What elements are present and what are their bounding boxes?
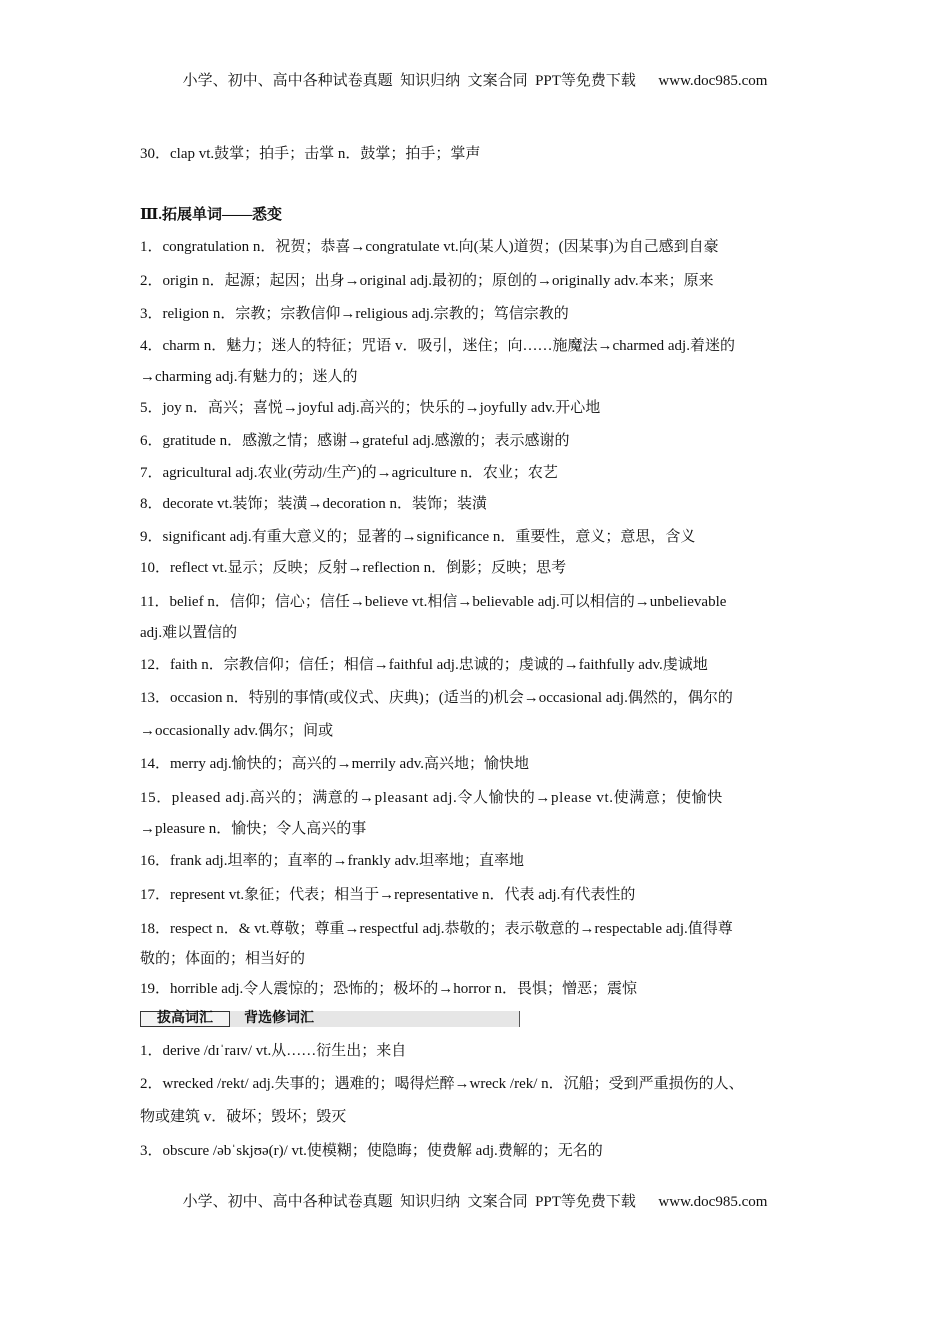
banner-label-left: 拔高词汇 (140, 1011, 230, 1027)
vocab-entry: 30．clap vt.鼓掌；拍手；击掌 n．鼓掌；拍手；掌声 (140, 146, 481, 162)
vocab-entry: 17．represent vt.象征；代表；相当于→representative n．代表 adj.有代表性的 (140, 887, 636, 903)
vocab-entry: 6．gratitude n．感激之情；感谢→grateful adj.感激的；表示感谢的 (140, 433, 570, 449)
vocab-entry: 5．joy n．高兴；喜悦→joyful adj.高兴的；快乐的→joyfully adv.开心地 (140, 400, 601, 416)
vocab-entry-continuation: →occasionally adv.偶尔；间或 (140, 723, 334, 739)
vocab-entry: 8．decorate vt.装饰；装潢→decoration n．装饰；装潢 (140, 496, 488, 512)
vocab-entry: 3．religion n．宗教；宗教信仰→religious adj.宗教的；笃信宗教的 (140, 306, 569, 322)
vocab-entry: 10．reflect vt.显示；反映；反射→reflection n．倒影；反映；思考 (140, 560, 567, 576)
vocab-entry: 1．congratulation n．祝贺；恭喜→congratulate vt.向(某人)道贺；(因某事)为自己感到自豪 (140, 239, 719, 255)
vocab-entry: 9．significant adj.有重大意义的；显著的→significance n．重要性，意义；意思，含义 (140, 529, 696, 545)
section-title: Ⅲ.拓展单词——悉变 (140, 207, 283, 223)
vocab-entry: 19．horrible adj.令人震惊的；恐怖的；极坏的→horror n．畏惧；憎恶；震惊 (140, 981, 638, 997)
vocab-entry-continuation: →pleasure n．愉快；令人高兴的事 (140, 821, 367, 837)
vocab-entry: 3．obscure /əbˈskjʊə(r)/ vt.使模糊；使隐晦；使费解 adj.费解的；无名的 (140, 1143, 603, 1159)
vocab-entry: 7．agricultural adj.农业(劳动/生产)的→agriculture n．农业；农艺 (140, 465, 558, 481)
vocab-entry: 11．belief n．信仰；信心；信任→believe vt.相信→believable adj.可以相信的→unbelievable (140, 594, 727, 610)
banner-label-right: 背选修词汇 (230, 1011, 519, 1027)
vocab-entry: 15．pleased adj.高兴的；满意的→pleasant adj.令人愉快的→please vt.使满意；使愉快 (140, 790, 723, 806)
vocab-entry: 1．derive /dɪˈraɪv/ vt.从……衍生出；来自 (140, 1043, 407, 1059)
vocab-entry: 2．wrecked /rekt/ adj.失事的；遇难的；喝得烂醉→wreck /rek/ n．沉船；受到严重损伤的人、 (140, 1076, 744, 1092)
vocab-entry: 16．frank adj.坦率的；直率的→frankly adv.坦率地；直率地 (140, 853, 524, 869)
section-banner (140, 1011, 520, 1027)
vocab-entry: 14．merry adj.愉快的；高兴的→merrily adv.高兴地；愉快地 (140, 756, 529, 772)
page-header: 小学、初中、高中各种试卷真题 知识归纳 文案合同 PPT等免费下载 www.doc985.com (182, 73, 768, 89)
vocab-entry: 13．occasion n．特别的事情(或仪式、庆典)；(适当的)机会→occasional adj.偶然的，偶尔的 (140, 690, 733, 706)
vocab-entry: 4．charm n．魅力；迷人的特征；咒语 v．吸引，迷住；向……施魔法→charmed adj.着迷的 (140, 338, 735, 354)
vocab-entry: 2．origin n．起源；起因；出身→original adj.最初的；原创的→originally adv.本来；原来 (140, 273, 714, 289)
vocab-entry: 18．respect n．& vt.尊敬；尊重→respectful adj.恭敬的；表示敬意的→respectable adj.值得尊 (140, 921, 733, 937)
vocab-entry-continuation: adj.难以置信的 (140, 625, 238, 641)
vocab-entry: 12．faith n．宗教信仰；信任；相信→faithful adj.忠诚的；虔诚的→faithfully adv.虔诚地 (140, 657, 708, 673)
vocab-entry-continuation: 物或建筑 v．破坏；毁坏；毁灭 (140, 1109, 347, 1125)
vocab-entry-continuation: →charming adj.有魅力的；迷人的 (140, 369, 358, 385)
vocab-entry-continuation: 敬的；体面的；相当好的 (140, 951, 306, 967)
page-footer: 小学、初中、高中各种试卷真题 知识归纳 文案合同 PPT等免费下载 www.doc985.com (182, 1194, 768, 1210)
